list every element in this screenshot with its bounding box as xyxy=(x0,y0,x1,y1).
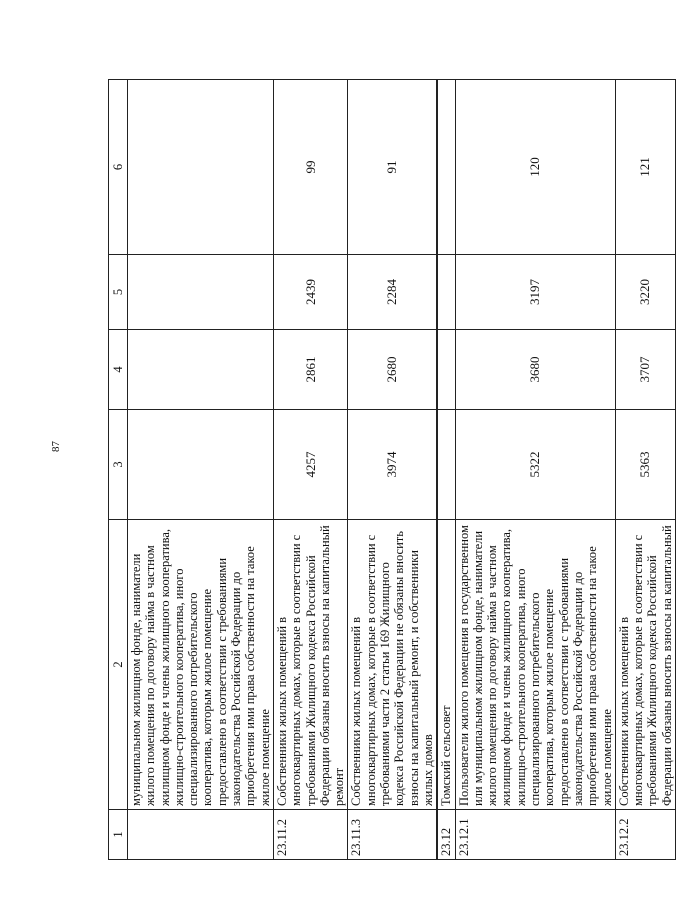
table-row xyxy=(348,80,437,860)
header-cell: 2 xyxy=(109,520,128,810)
row-value-4 xyxy=(437,330,455,410)
header-cell: 6 xyxy=(109,80,128,255)
row-value-5 xyxy=(128,255,274,330)
row-value-4: 3707 xyxy=(615,330,675,410)
table-row xyxy=(128,80,274,860)
row-value-6 xyxy=(437,80,455,255)
table-row xyxy=(455,80,615,860)
row-value-3: 5322 xyxy=(455,410,615,520)
row-value-4: 3680 xyxy=(455,330,615,410)
table-header-row xyxy=(109,80,128,860)
row-value-3 xyxy=(437,410,455,520)
row-code: 23.12 xyxy=(437,810,455,860)
row-value-4 xyxy=(128,330,274,410)
tariff-table xyxy=(108,79,676,860)
row-value-5: 3220 xyxy=(615,255,675,330)
row-value-6: 120 xyxy=(455,80,615,255)
page-number xyxy=(50,441,62,452)
row-value-6: 121 xyxy=(615,80,675,255)
row-description: Собственники жилых помещений в многоквартирных домах, которые в соответствии с требованиями части 2 статьи 169 Жилищного кодекса Российской Федерации не обязаны вносить взносы на капитальный ремонт, и собственники жилых домов xyxy=(348,520,437,810)
row-code: 23.11.3 xyxy=(348,810,437,860)
header-cell: 3 xyxy=(109,410,128,520)
row-value-5 xyxy=(437,255,455,330)
row-value-3: 5363 xyxy=(615,410,675,520)
row-description: муниципальном жилищном фонде, наниматели жилого помещения по договору найма в частном жилищном фонде и члены жилищного кооператива, жилищно-строительного кооператива, иного специализированного потребительского кооператива, которым жилое помещение предоставлено в соответствии с требованиями законодательства Российской Федерации до приобретения ими права собственности на такое жилое помещение xyxy=(128,520,274,810)
table-row xyxy=(615,80,675,860)
table-row xyxy=(437,80,455,860)
row-value-6: 99 xyxy=(273,80,347,255)
header-cell: 4 xyxy=(109,330,128,410)
row-value-4: 2680 xyxy=(348,330,437,410)
row-value-3: 4257 xyxy=(273,410,347,520)
row-value-5: 3197 xyxy=(455,255,615,330)
row-value-4: 2861 xyxy=(273,330,347,410)
table-row xyxy=(273,80,347,860)
row-description: Томский сельсовет xyxy=(437,520,455,810)
rotated-page xyxy=(108,80,674,860)
row-description: Пользователи жилого помещения в государственном или муниципальном жилищном фонде, наниматели жилого помещения по договору найма в частном жилищном фонде и члены жилищного кооператива, жилищно-строительного кооператива, иного специализированного потребительского кооператива, которым жилое помещение предоставлено в соответствии с требованиями законодательства Российской Федерации до приобретения ими права собственности на такое жилое помещение xyxy=(455,520,615,810)
header-cell: 5 xyxy=(109,255,128,330)
row-value-5: 2439 xyxy=(273,255,347,330)
page-number-text: 87 xyxy=(50,441,62,452)
row-code: 23.12.2 xyxy=(615,810,675,860)
row-value-3 xyxy=(128,410,274,520)
row-description: Собственники жилых помещений в многоквартирных домах, которые в соответствии с требованиями Жилищного кодекса Российской Федерации обязаны вносить взносы на капитальный ремонт xyxy=(273,520,347,810)
row-value-6 xyxy=(128,80,274,255)
row-value-3: 3974 xyxy=(348,410,437,520)
row-code xyxy=(128,810,274,860)
row-code: 23.12.1 xyxy=(455,810,615,860)
row-code: 23.11.2 xyxy=(273,810,347,860)
row-value-6: 91 xyxy=(348,80,437,255)
row-description: Собственники жилых помещений в многоквартирных домах, которые в соответствии с требованиями Жилищного кодекса Российской Федерации обязаны вносить взносы на капитальный xyxy=(615,520,675,810)
header-cell: 1 xyxy=(109,810,128,860)
row-value-5: 2284 xyxy=(348,255,437,330)
